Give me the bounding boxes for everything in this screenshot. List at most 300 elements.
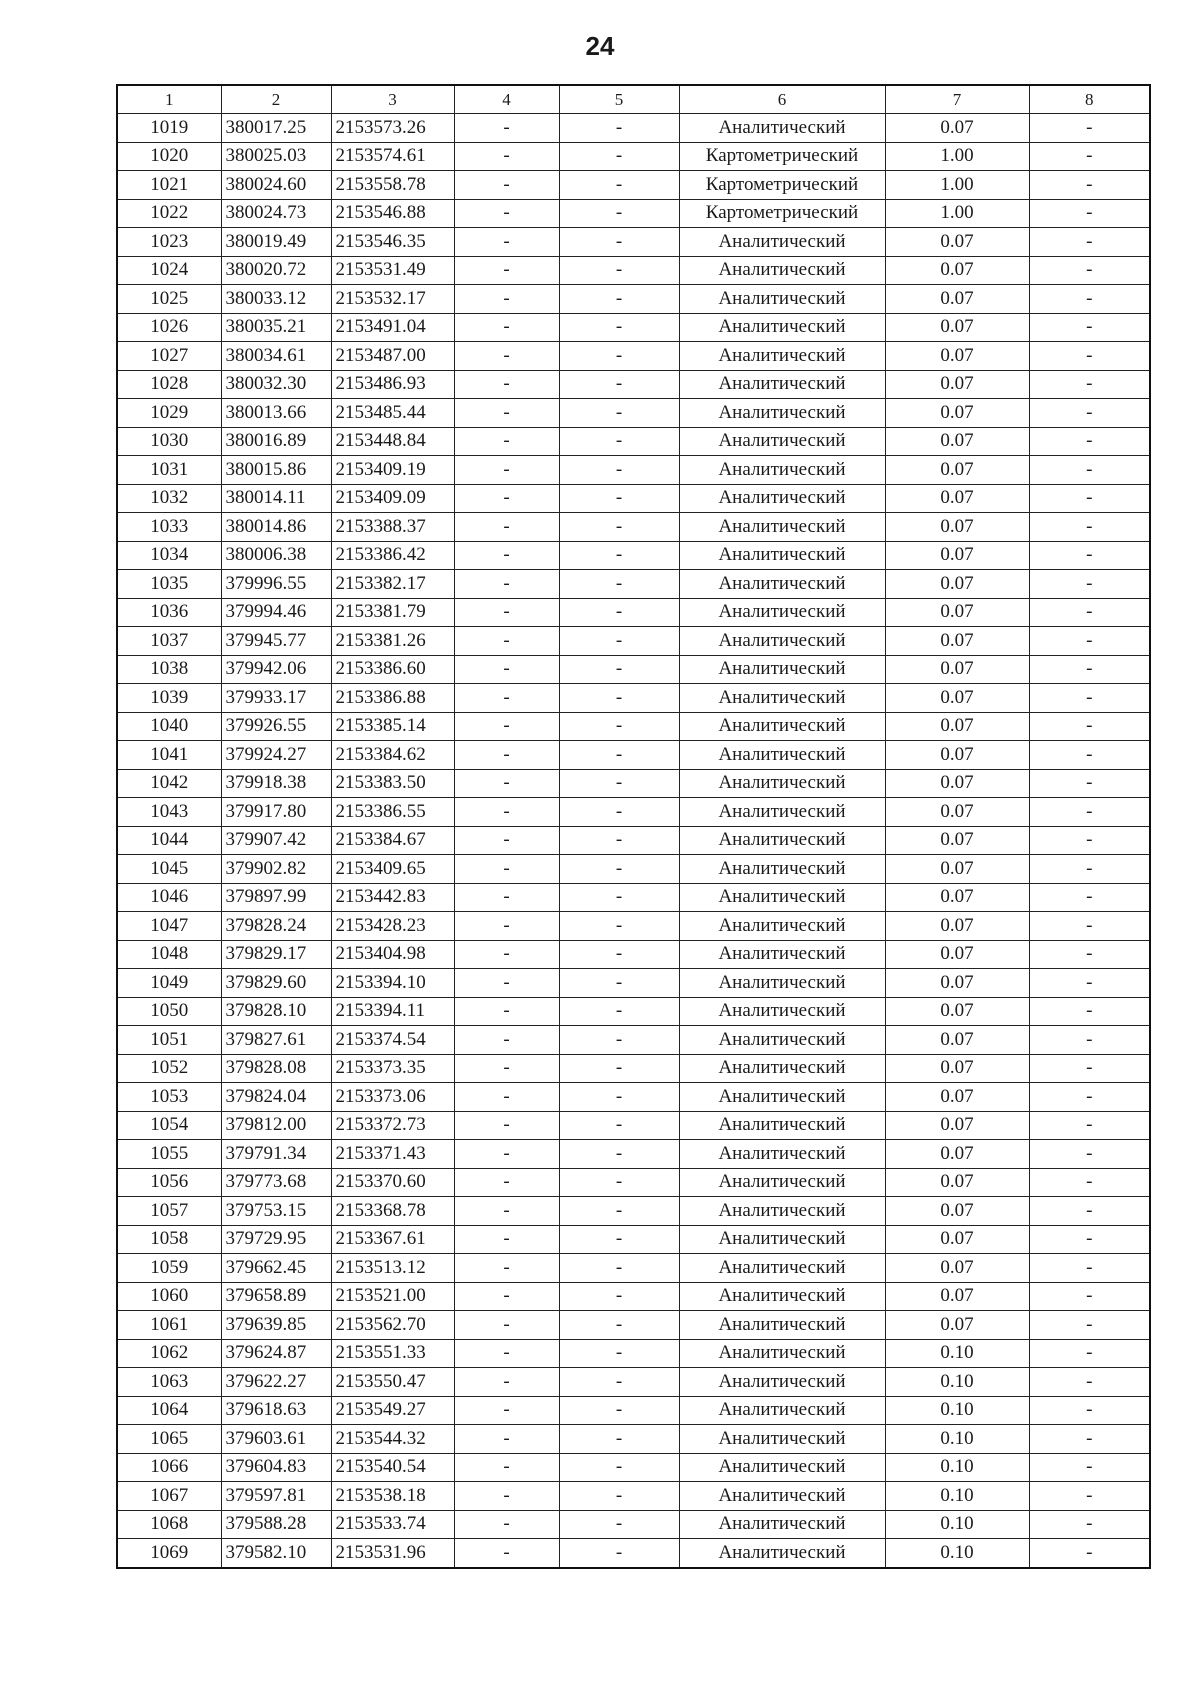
table-cell-col-6: Аналитический <box>679 1054 885 1083</box>
table-row <box>117 1026 1150 1055</box>
table-cell-col-8: - <box>1029 1396 1150 1425</box>
table-cell-col-5: - <box>559 456 679 485</box>
table-cell-col-8: - <box>1029 142 1150 171</box>
table-row <box>117 1396 1150 1425</box>
table-cell-col-5: - <box>559 427 679 456</box>
table-cell-col-7: 0.07 <box>885 256 1029 285</box>
table-row <box>117 1140 1150 1169</box>
table-cell-col-2: 380024.60 <box>221 171 331 200</box>
table-cell-col-4: - <box>454 883 559 912</box>
table-cell-col-5: - <box>559 1111 679 1140</box>
table-cell-col-5: - <box>559 228 679 257</box>
table-cell-col-5: - <box>559 285 679 314</box>
table-cell-col-2: 379918.38 <box>221 769 331 798</box>
table-cell-col-1: 1040 <box>117 712 221 741</box>
table-cell-col-2: 379604.83 <box>221 1453 331 1482</box>
table-cell-col-1: 1033 <box>117 513 221 542</box>
table-cell-col-5: - <box>559 1026 679 1055</box>
table-cell-col-4: - <box>454 769 559 798</box>
table-cell-col-5: - <box>559 1510 679 1539</box>
table-cell-col-4: - <box>454 342 559 371</box>
table-row <box>117 199 1150 228</box>
table-cell-col-4: - <box>454 969 559 998</box>
table-cell-col-2: 380015.86 <box>221 456 331 485</box>
table-cell-col-8: - <box>1029 826 1150 855</box>
table-cell-col-7: 0.10 <box>885 1368 1029 1397</box>
table-row <box>117 684 1150 713</box>
table-cell-col-7: 0.07 <box>885 684 1029 713</box>
table-body <box>117 114 1150 1568</box>
table-cell-col-7: 0.07 <box>885 285 1029 314</box>
table-cell-col-1: 1043 <box>117 798 221 827</box>
coordinates-table <box>116 84 1151 1569</box>
table-cell-col-6: Аналитический <box>679 1140 885 1169</box>
table-cell-col-4: - <box>454 1510 559 1539</box>
table-cell-col-8: - <box>1029 769 1150 798</box>
table-row <box>117 1282 1150 1311</box>
table-cell-col-7: 0.07 <box>885 826 1029 855</box>
table-cell-col-2: 380006.38 <box>221 541 331 570</box>
table-cell-col-3: 2153574.61 <box>331 142 454 171</box>
table-cell-col-1: 1055 <box>117 1140 221 1169</box>
table-cell-col-8: - <box>1029 456 1150 485</box>
table-cell-col-4: - <box>454 1111 559 1140</box>
table-cell-col-5: - <box>559 1197 679 1226</box>
table-cell-col-2: 379824.04 <box>221 1083 331 1112</box>
table-cell-col-1: 1024 <box>117 256 221 285</box>
table-cell-col-2: 379773.68 <box>221 1168 331 1197</box>
table-cell-col-7: 0.07 <box>885 1225 1029 1254</box>
table-cell-col-4: - <box>454 114 559 143</box>
table-cell-col-8: - <box>1029 256 1150 285</box>
table-cell-col-1: 1053 <box>117 1083 221 1112</box>
table-cell-col-7: 0.07 <box>885 855 1029 884</box>
table-cell-col-2: 380020.72 <box>221 256 331 285</box>
table-cell-col-6: Аналитический <box>679 427 885 456</box>
table-cell-col-6: Аналитический <box>679 513 885 542</box>
table-row <box>117 1254 1150 1283</box>
table-cell-col-4: - <box>454 1339 559 1368</box>
table-cell-col-3: 2153370.60 <box>331 1168 454 1197</box>
table-cell-col-4: - <box>454 285 559 314</box>
table-cell-col-2: 379996.55 <box>221 570 331 599</box>
table-cell-col-4: - <box>454 484 559 513</box>
table-cell-col-3: 2153521.00 <box>331 1282 454 1311</box>
table-cell-col-1: 1020 <box>117 142 221 171</box>
table-cell-col-3: 2153373.06 <box>331 1083 454 1112</box>
table-cell-col-6: Аналитический <box>679 883 885 912</box>
table-row <box>117 1482 1150 1511</box>
table-cell-col-4: - <box>454 570 559 599</box>
table-cell-col-1: 1054 <box>117 1111 221 1140</box>
table-row <box>117 228 1150 257</box>
table-cell-col-6: Аналитический <box>679 570 885 599</box>
table-cell-col-7: 0.07 <box>885 513 1029 542</box>
table-cell-col-1: 1030 <box>117 427 221 456</box>
table-cell-col-3: 2153384.62 <box>331 741 454 770</box>
table-cell-col-1: 1060 <box>117 1282 221 1311</box>
page-number: 24 <box>585 31 615 61</box>
table-cell-col-7: 0.07 <box>885 912 1029 941</box>
table-cell-col-3: 2153487.00 <box>331 342 454 371</box>
table-cell-col-8: - <box>1029 541 1150 570</box>
table-row <box>117 712 1150 741</box>
table-cell-col-2: 379945.77 <box>221 627 331 656</box>
table-cell-col-7: 0.07 <box>885 541 1029 570</box>
table-cell-col-3: 2153562.70 <box>331 1311 454 1340</box>
table-row <box>117 1225 1150 1254</box>
table-cell-col-1: 1065 <box>117 1425 221 1454</box>
table-cell-col-8: - <box>1029 513 1150 542</box>
table-cell-col-5: - <box>559 769 679 798</box>
table-cell-col-3: 2153394.10 <box>331 969 454 998</box>
table-cell-col-5: - <box>559 826 679 855</box>
table-cell-col-1: 1059 <box>117 1254 221 1283</box>
table-cell-col-3: 2153428.23 <box>331 912 454 941</box>
table-cell-col-7: 0.10 <box>885 1510 1029 1539</box>
table-cell-col-8: - <box>1029 171 1150 200</box>
table-cell-col-8: - <box>1029 1339 1150 1368</box>
table-cell-col-2: 379917.80 <box>221 798 331 827</box>
table-cell-col-4: - <box>454 655 559 684</box>
table-row <box>117 1453 1150 1482</box>
table-cell-col-4: - <box>454 513 559 542</box>
table-cell-col-5: - <box>559 883 679 912</box>
table-cell-col-4: - <box>454 541 559 570</box>
table-cell-col-6: Аналитический <box>679 940 885 969</box>
table-cell-col-2: 379828.10 <box>221 997 331 1026</box>
table-cell-col-1: 1056 <box>117 1168 221 1197</box>
table-cell-col-1: 1038 <box>117 655 221 684</box>
table-cell-col-8: - <box>1029 855 1150 884</box>
table-cell-col-7: 0.07 <box>885 342 1029 371</box>
table-cell-col-2: 380016.89 <box>221 427 331 456</box>
table-cell-col-3: 2153546.35 <box>331 228 454 257</box>
table-row <box>117 285 1150 314</box>
table-cell-col-4: - <box>454 199 559 228</box>
table-row <box>117 1539 1150 1568</box>
table-cell-col-2: 379639.85 <box>221 1311 331 1340</box>
table-row <box>117 855 1150 884</box>
table-cell-col-2: 379942.06 <box>221 655 331 684</box>
table-cell-col-5: - <box>559 1425 679 1454</box>
table-cell-col-8: - <box>1029 712 1150 741</box>
table-row <box>117 399 1150 428</box>
table-cell-col-7: 0.10 <box>885 1396 1029 1425</box>
table-cell-col-4: - <box>454 855 559 884</box>
table-row <box>117 1197 1150 1226</box>
table-cell-col-7: 0.07 <box>885 1140 1029 1169</box>
table-row <box>117 114 1150 143</box>
table-row <box>117 313 1150 342</box>
table-cell-col-3: 2153546.88 <box>331 199 454 228</box>
table-cell-col-8: - <box>1029 1311 1150 1340</box>
table-cell-col-8: - <box>1029 570 1150 599</box>
table-cell-col-2: 380019.49 <box>221 228 331 257</box>
table-cell-col-3: 2153382.17 <box>331 570 454 599</box>
column-header-4: 4 <box>454 85 559 114</box>
table-cell-col-3: 2153485.44 <box>331 399 454 428</box>
table-cell-col-2: 380033.12 <box>221 285 331 314</box>
table-cell-col-6: Аналитический <box>679 684 885 713</box>
table-row <box>117 142 1150 171</box>
table-cell-col-3: 2153404.98 <box>331 940 454 969</box>
table-cell-col-4: - <box>454 1083 559 1112</box>
table-cell-col-7: 0.07 <box>885 598 1029 627</box>
table-cell-col-2: 379829.17 <box>221 940 331 969</box>
table-cell-col-8: - <box>1029 1168 1150 1197</box>
table-cell-col-8: - <box>1029 1225 1150 1254</box>
table-cell-col-4: - <box>454 1368 559 1397</box>
table-cell-col-1: 1049 <box>117 969 221 998</box>
table-cell-col-6: Аналитический <box>679 313 885 342</box>
table-cell-col-7: 0.10 <box>885 1339 1029 1368</box>
table-cell-col-7: 0.07 <box>885 1111 1029 1140</box>
table-cell-col-2: 380034.61 <box>221 342 331 371</box>
table-cell-col-4: - <box>454 684 559 713</box>
table-cell-col-7: 0.07 <box>885 570 1029 599</box>
table-cell-col-3: 2153386.42 <box>331 541 454 570</box>
table-cell-col-3: 2153385.14 <box>331 712 454 741</box>
table-row <box>117 741 1150 770</box>
table-cell-col-4: - <box>454 741 559 770</box>
table-cell-col-5: - <box>559 570 679 599</box>
table-cell-col-5: - <box>559 969 679 998</box>
table-cell-col-8: - <box>1029 741 1150 770</box>
table-cell-col-4: - <box>454 228 559 257</box>
table-cell-col-6: Аналитический <box>679 1311 885 1340</box>
table-cell-col-2: 379658.89 <box>221 1282 331 1311</box>
table-cell-col-8: - <box>1029 228 1150 257</box>
table-cell-col-6: Аналитический <box>679 342 885 371</box>
table-cell-col-5: - <box>559 1225 679 1254</box>
table-cell-col-7: 0.07 <box>885 769 1029 798</box>
table-cell-col-1: 1023 <box>117 228 221 257</box>
table-cell-col-2: 379828.24 <box>221 912 331 941</box>
table-cell-col-8: - <box>1029 313 1150 342</box>
table-cell-col-1: 1035 <box>117 570 221 599</box>
table-cell-col-2: 380017.25 <box>221 114 331 143</box>
table-cell-col-2: 379588.28 <box>221 1510 331 1539</box>
table-cell-col-5: - <box>559 1482 679 1511</box>
table-cell-col-4: - <box>454 1254 559 1283</box>
table-cell-col-3: 2153532.17 <box>331 285 454 314</box>
table-cell-col-2: 379897.99 <box>221 883 331 912</box>
table-cell-col-5: - <box>559 399 679 428</box>
table-cell-col-2: 379828.08 <box>221 1054 331 1083</box>
table-cell-col-8: - <box>1029 1054 1150 1083</box>
table-cell-col-8: - <box>1029 484 1150 513</box>
table-row <box>117 1054 1150 1083</box>
table-cell-col-3: 2153381.79 <box>331 598 454 627</box>
table-row <box>117 1083 1150 1112</box>
table-row <box>117 370 1150 399</box>
table-cell-col-5: - <box>559 627 679 656</box>
table-cell-col-3: 2153533.74 <box>331 1510 454 1539</box>
table-cell-col-7: 0.07 <box>885 1197 1029 1226</box>
table-cell-col-5: - <box>559 1339 679 1368</box>
table-cell-col-6: Аналитический <box>679 370 885 399</box>
table-row <box>117 456 1150 485</box>
table-cell-col-6: Аналитический <box>679 256 885 285</box>
table-row <box>117 883 1150 912</box>
table-cell-col-2: 380014.86 <box>221 513 331 542</box>
table-cell-col-8: - <box>1029 655 1150 684</box>
table-cell-col-3: 2153491.04 <box>331 313 454 342</box>
table-cell-col-1: 1031 <box>117 456 221 485</box>
table-cell-col-6: Аналитический <box>679 1026 885 1055</box>
table-row <box>117 256 1150 285</box>
table-row <box>117 627 1150 656</box>
table-cell-col-4: - <box>454 1425 559 1454</box>
table-cell-col-4: - <box>454 940 559 969</box>
table-cell-col-4: - <box>454 627 559 656</box>
table-cell-col-7: 0.07 <box>885 1282 1029 1311</box>
table-cell-col-6: Аналитический <box>679 712 885 741</box>
table-cell-col-5: - <box>559 199 679 228</box>
table-cell-col-4: - <box>454 712 559 741</box>
table-cell-col-2: 379829.60 <box>221 969 331 998</box>
table-row <box>117 342 1150 371</box>
table-cell-col-6: Аналитический <box>679 1482 885 1511</box>
table-cell-col-2: 379812.00 <box>221 1111 331 1140</box>
table-cell-col-7: 0.07 <box>885 370 1029 399</box>
table-cell-col-5: - <box>559 541 679 570</box>
table-row <box>117 541 1150 570</box>
table-cell-col-3: 2153367.61 <box>331 1225 454 1254</box>
table-cell-col-3: 2153371.43 <box>331 1140 454 1169</box>
table-cell-col-1: 1036 <box>117 598 221 627</box>
table-row <box>117 940 1150 969</box>
table-cell-col-7: 1.00 <box>885 199 1029 228</box>
table-cell-col-2: 379662.45 <box>221 1254 331 1283</box>
table-cell-col-3: 2153544.32 <box>331 1425 454 1454</box>
table-cell-col-1: 1050 <box>117 997 221 1026</box>
table-row <box>117 570 1150 599</box>
table-cell-col-8: - <box>1029 912 1150 941</box>
table-cell-col-5: - <box>559 741 679 770</box>
table-cell-col-8: - <box>1029 114 1150 143</box>
table-header-row <box>117 85 1150 114</box>
table-cell-col-7: 0.07 <box>885 228 1029 257</box>
table-cell-col-7: 0.10 <box>885 1482 1029 1511</box>
table-cell-col-5: - <box>559 997 679 1026</box>
table-cell-col-4: - <box>454 1168 559 1197</box>
table-cell-col-7: 0.10 <box>885 1539 1029 1568</box>
table-cell-col-1: 1069 <box>117 1539 221 1568</box>
table-cell-col-4: - <box>454 399 559 428</box>
table-cell-col-3: 2153448.84 <box>331 427 454 456</box>
table-cell-col-1: 1061 <box>117 1311 221 1340</box>
table-cell-col-2: 379622.27 <box>221 1368 331 1397</box>
table-cell-col-6: Аналитический <box>679 598 885 627</box>
table-cell-col-7: 0.07 <box>885 114 1029 143</box>
table-cell-col-2: 379597.81 <box>221 1482 331 1511</box>
table-cell-col-4: - <box>454 1396 559 1425</box>
table-cell-col-1: 1034 <box>117 541 221 570</box>
table-row <box>117 171 1150 200</box>
table-cell-col-8: - <box>1029 342 1150 371</box>
table-cell-col-7: 1.00 <box>885 142 1029 171</box>
table-cell-col-7: 0.07 <box>885 969 1029 998</box>
table-cell-col-6: Аналитический <box>679 456 885 485</box>
table-cell-col-1: 1062 <box>117 1339 221 1368</box>
table-cell-col-3: 2153388.37 <box>331 513 454 542</box>
table-cell-col-4: - <box>454 1197 559 1226</box>
table-cell-col-7: 1.00 <box>885 171 1029 200</box>
table-row <box>117 598 1150 627</box>
table-cell-col-6: Аналитический <box>679 655 885 684</box>
table-cell-col-5: - <box>559 1311 679 1340</box>
table-cell-col-3: 2153550.47 <box>331 1368 454 1397</box>
table-cell-col-1: 1048 <box>117 940 221 969</box>
table-cell-col-3: 2153386.60 <box>331 655 454 684</box>
table-cell-col-4: - <box>454 798 559 827</box>
table-cell-col-4: - <box>454 171 559 200</box>
table-cell-col-5: - <box>559 1254 679 1283</box>
table-cell-col-8: - <box>1029 598 1150 627</box>
table-cell-col-8: - <box>1029 399 1150 428</box>
table-cell-col-6: Аналитический <box>679 541 885 570</box>
table-cell-col-5: - <box>559 1282 679 1311</box>
table-cell-col-2: 379926.55 <box>221 712 331 741</box>
table-cell-col-3: 2153486.93 <box>331 370 454 399</box>
table-row <box>117 513 1150 542</box>
table-cell-col-2: 380013.66 <box>221 399 331 428</box>
table-cell-col-7: 0.07 <box>885 798 1029 827</box>
table-cell-col-1: 1063 <box>117 1368 221 1397</box>
table-cell-col-1: 1046 <box>117 883 221 912</box>
table-cell-col-1: 1032 <box>117 484 221 513</box>
table-cell-col-4: - <box>454 313 559 342</box>
table-cell-col-6: Аналитический <box>679 826 885 855</box>
table-cell-col-5: - <box>559 370 679 399</box>
table-cell-col-6: Аналитический <box>679 1539 885 1568</box>
table-cell-col-2: 379827.61 <box>221 1026 331 1055</box>
table-cell-col-6: Аналитический <box>679 1111 885 1140</box>
table-cell-col-8: - <box>1029 1254 1150 1283</box>
table-cell-col-6: Аналитический <box>679 1396 885 1425</box>
table-cell-col-3: 2153386.88 <box>331 684 454 713</box>
table-cell-col-1: 1025 <box>117 285 221 314</box>
table-cell-col-6: Аналитический <box>679 114 885 143</box>
table-cell-col-2: 379791.34 <box>221 1140 331 1169</box>
table-cell-col-4: - <box>454 1282 559 1311</box>
table-cell-col-6: Аналитический <box>679 1368 885 1397</box>
table-cell-col-2: 379618.63 <box>221 1396 331 1425</box>
table-cell-col-4: - <box>454 1453 559 1482</box>
table-cell-col-7: 0.07 <box>885 1083 1029 1112</box>
table-cell-col-6: Аналитический <box>679 285 885 314</box>
table-cell-col-6: Аналитический <box>679 228 885 257</box>
table-cell-col-7: 0.07 <box>885 741 1029 770</box>
table-cell-col-5: - <box>559 171 679 200</box>
table-cell-col-1: 1058 <box>117 1225 221 1254</box>
table-row <box>117 798 1150 827</box>
table-cell-col-2: 379729.95 <box>221 1225 331 1254</box>
table-cell-col-5: - <box>559 142 679 171</box>
table-cell-col-4: - <box>454 1054 559 1083</box>
table-cell-col-6: Аналитический <box>679 855 885 884</box>
table-cell-col-8: - <box>1029 1368 1150 1397</box>
table-cell-col-5: - <box>559 114 679 143</box>
table-cell-col-6: Аналитический <box>679 1425 885 1454</box>
table-cell-col-1: 1028 <box>117 370 221 399</box>
table-cell-col-1: 1045 <box>117 855 221 884</box>
column-header-6: 6 <box>679 85 885 114</box>
table-cell-col-8: - <box>1029 627 1150 656</box>
table-cell-col-3: 2153551.33 <box>331 1339 454 1368</box>
